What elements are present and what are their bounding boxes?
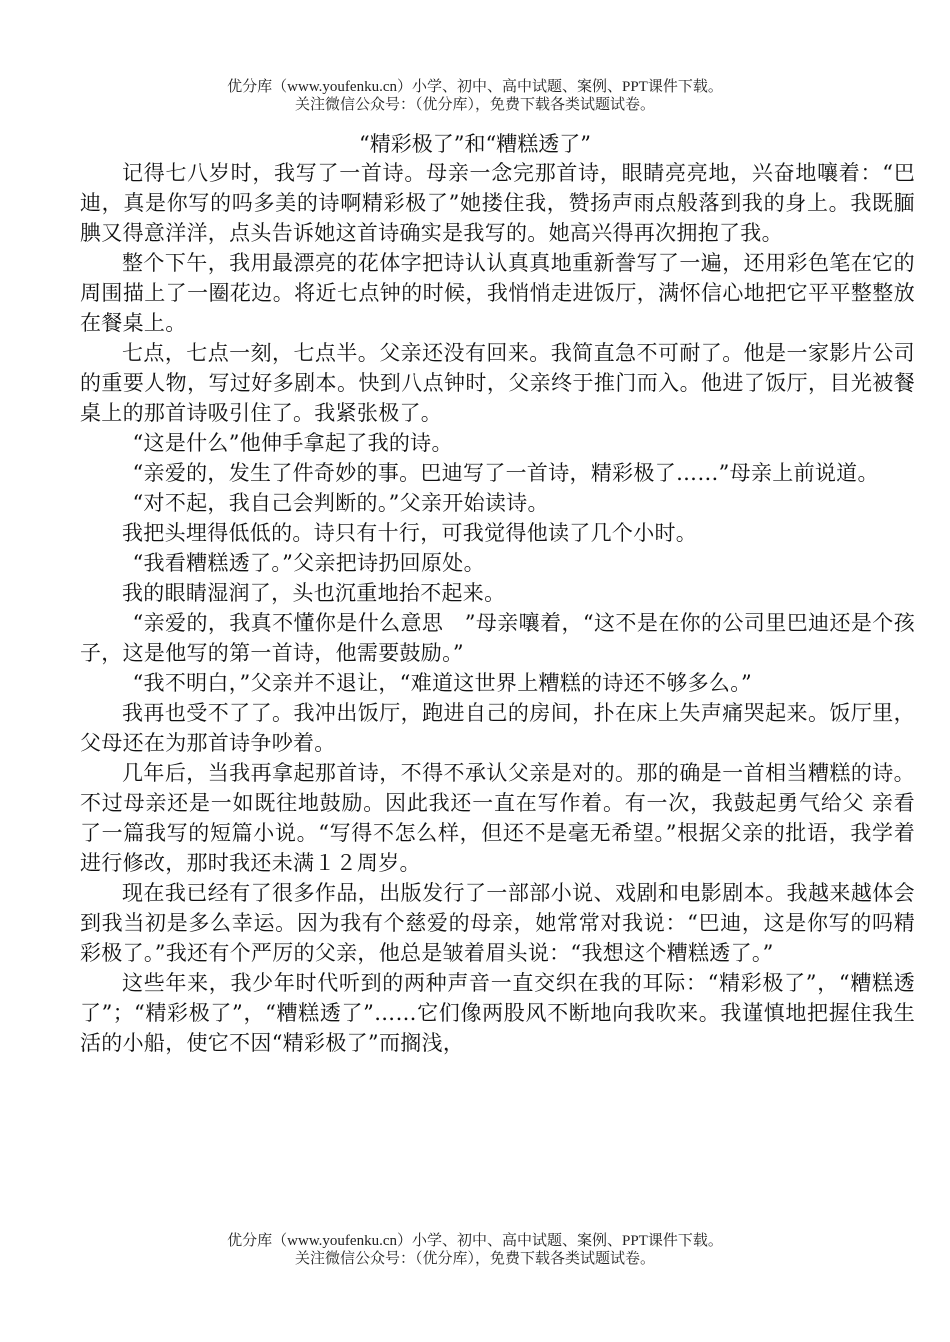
paragraph: “亲爱的，发生了件奇妙的事。巴迪写了一首诗，精彩极了……”母亲上前说道。: [132, 461, 879, 485]
paragraph: 我的眼睛湿润了，头也沉重地抬不起来。: [122, 581, 506, 605]
paragraph: “亲爱的，我真不懂你是什么意思 ”母亲嚷着，“这不是在你的公司里巴迪还是个孩子，这是他写的第一首诗，他需要鼓励。”: [80, 611, 915, 665]
header-line-2: 关注微信公众号：（优分库），免费下载各类试题试卷。: [294, 97, 655, 113]
paragraph: 我再也受不了了。我冲出饭厅，跑进自己的房间，扑在床上失声痛哭起来。饭厅里，父母还在为那首诗争吵着。: [80, 701, 915, 755]
paragraph: “我看糟糕透了。”父亲把诗扔回原处。: [132, 551, 485, 575]
page-footer: [0, 1232, 950, 1268]
paragraph: 这些年来，我少年时代听到的两种声音一直交织在我的耳际：“精彩极了”，“糟糕透了”；“精彩极了”，“糟糕透了”……它们像两股风不断地向我吹来。我谨慎地把握住我生活的小船，使它不因“精彩极了”而搁浅，: [80, 971, 915, 1055]
paragraph: “对不起，我自己会判断的。”父亲开始读诗。: [132, 491, 549, 515]
page-header: [0, 78, 950, 114]
paragraph: 记得七八岁时，我写了一首诗。母亲一念完那首诗，眼睛亮亮地，兴奋地嚷着：“巴迪，真是你写的吗多美的诗啊精彩极了”她搂住我，赞扬声雨点般落到我的身上。我既腼腆又得意洋洋，点头告诉她这首诗确实是我写的。她高兴得再次拥抱了我。: [80, 161, 915, 245]
paragraph: 七点，七点一刻，七点半。父亲还没有回来。我简直急不可耐了。他是一家影片公司的重要人物，写过好多剧本。快到八点钟时，父亲终于推门而入。他进了饭厅，目光被餐桌上的那首诗吸引住了。我紧张极了。: [80, 341, 915, 425]
footer-line-2: 关注微信公众号：（优分库），免费下载各类试题试卷。: [294, 1251, 655, 1267]
paragraph: 整个下午，我用最漂亮的花体字把诗认认真真地重新誊写了一遍，还用彩色笔在它的周围描上了一圈花边。将近七点钟的时候，我悄悄走进饭厅，满怀信心地把它平平整整放在餐桌上。: [80, 251, 915, 335]
article-title: “精彩极了”和“糟糕透了”: [359, 132, 591, 156]
paragraph: “我不明白，”父亲并不退让，“难道这世界上糟糕的诗还不够多么。”: [132, 671, 753, 695]
paragraph: 几年后，当我再拿起那首诗，不得不承认父亲是对的。那的确是一首相当糟糕的诗。不过母亲还是一如既往地鼓励。因此我还一直在写作着。有一次，我鼓起勇气给父 亲看了一篇我写的短篇小说。“写得不怎么样，但还不是毫无希望。”根据父亲的批语，我学着进行修改，那时我还未满１２周岁。: [80, 761, 915, 875]
paragraph: 现在我已经有了很多作品，出版发行了一部部小说、戏剧和电影剧本。我越来越体会到我当初是多么幸运。因为我有个慈爱的母亲，她常常对我说：“巴迪，这是你写的吗精彩极了。”我还有个严厉的父亲，他总是皱着眉头说：“我想这个糟糕透了。”: [80, 881, 915, 965]
paragraph: “这是什么”他伸手拿起了我的诗。: [132, 431, 453, 455]
article-body: [80, 158, 915, 1058]
footer-line-1: 优分库（www.youfenku.cn）小学、初中、高中试题、案例、PPT课件下载。: [227, 1233, 723, 1249]
header-line-1: 优分库（www.youfenku.cn）小学、初中、高中试题、案例、PPT课件下载。: [227, 79, 723, 95]
paragraph: 我把头埋得低低的。诗只有十行，可我觉得他读了几个小时。: [122, 521, 698, 545]
